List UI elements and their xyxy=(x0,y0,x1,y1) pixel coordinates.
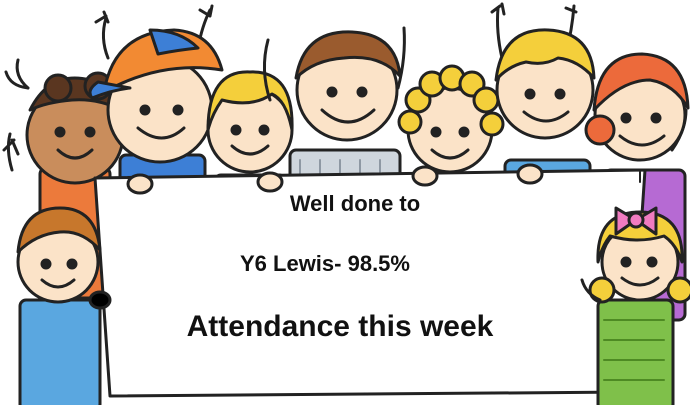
banner-line-2: Y6 Lewis- 98.5% xyxy=(240,251,410,276)
banner-line-3: Attendance this week xyxy=(186,310,494,343)
banner-line-1: Well done to xyxy=(289,191,421,216)
kid-8 xyxy=(18,208,110,405)
